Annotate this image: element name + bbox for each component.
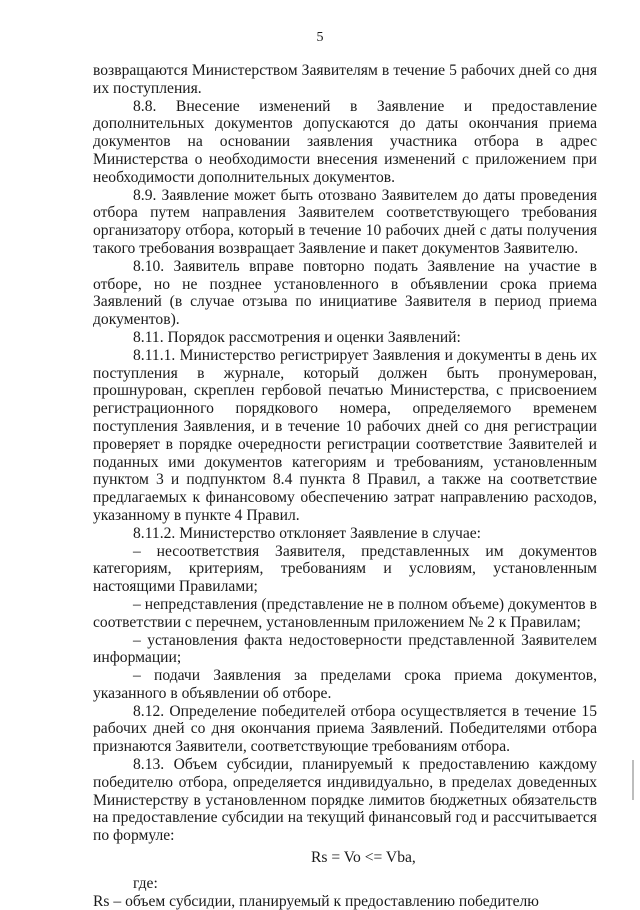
paragraph-8-11-1: 8.11.1. Министерство регистрирует Заявления и документы в день их поступления в журнале, который должен быть пронумерован, прошнурован, скреплен гербовой печатью Министерства, с присвоением регистрационного порядкового номера, определяемого временем поступления Заявления, и в течение 10 рабочих дней со дня регистрации проверяет в порядке очередности регистрации соответствие Заявителей и поданных ими документов категориям и требованиям, установленным пунктом 3 и подпунктом 8.4 пункта 8 Правил, а также на соответствие предлагаемых к финансовому обеспечению затрат направлению расходов, указанному в пункте 4 Правил. [93,346,597,524]
formula: Rs = Vo <= Vba, [311,849,416,867]
paragraph-rs-definition: Rs – объем субсидии, планируемый к предоставлению победителю [93,892,539,910]
paragraph-8-13: 8.13. Объем субсидии, планируемый к предоставлению каждому победителю отбора, определяется индивидуально, в пределах доведенных Министерству в установленном порядке лимитов бюджетных обязательств на предоставление субсидии на текущий финансовый год и рассчитывается по формуле: [93,756,597,845]
where-label: где: [133,874,158,892]
document-body [93,62,597,910]
list-item-nonsubmission: – непредставления (представление не в полном объеме) документов в соответствии с перечнем, установленным приложением № 2 к Правилам; [93,595,597,631]
paragraph-continuation: возвращаются Министерством Заявителям в течение 5 рабочих дней со дня их поступления. [93,62,597,97]
page-number: 5 [316,30,324,45]
paragraph-8-11-2: 8.11.2. Министерство отклоняет Заявление в случае: [133,524,482,542]
list-item-nonconformity: – несоответствия Заявителя, представленных им документов категориям, критериям, требованиям и условиям, установленным настоящими Правилами; [93,542,597,596]
paragraph-8-12: 8.12. Определение победителей отбора осуществляется в течение 15 рабочих дней со дня окончания приема Заявлений. Победителями отбора признаются Заявители, соответствующие требованиям отбора. [93,702,597,756]
list-item-false-info: – установления факта недостоверности представленной Заявителем информации; [93,631,597,667]
paragraph-8-10: 8.10. Заявитель вправе повторно подать Заявление на участие в отборе, но не позднее установленного в объявлении срока приема Заявлений (в случае отзыва по инициативе Заявителя в период приема документов). [93,257,597,329]
paragraph-8-9: 8.9. Заявление может быть отозвано Заявителем до даты проведения отбора путем направления Заявителем соответствующего требования организатору отбора, который в течение 10 рабочих дней с даты получения такого требования возвращает Заявление и пакет документов Заявителю. [93,186,597,257]
paragraph-8-11: 8.11. Порядок рассмотрения и оценки Заявлений: [133,328,461,346]
list-item-late-submission: – подачи Заявления за пределами срока приема документов, указанного в объявлении об отборе. [93,667,597,702]
paragraph-8-8: 8.8. Внесение изменений в Заявление и предоставление дополнительных документов допускаются до даты окончания приема документов на основании заявления участника отбора в адрес Министерства о необходимости внесения изменений с приложением при необходимости дополнительных документов. [93,97,597,186]
scan-artifact-mark [632,760,634,800]
